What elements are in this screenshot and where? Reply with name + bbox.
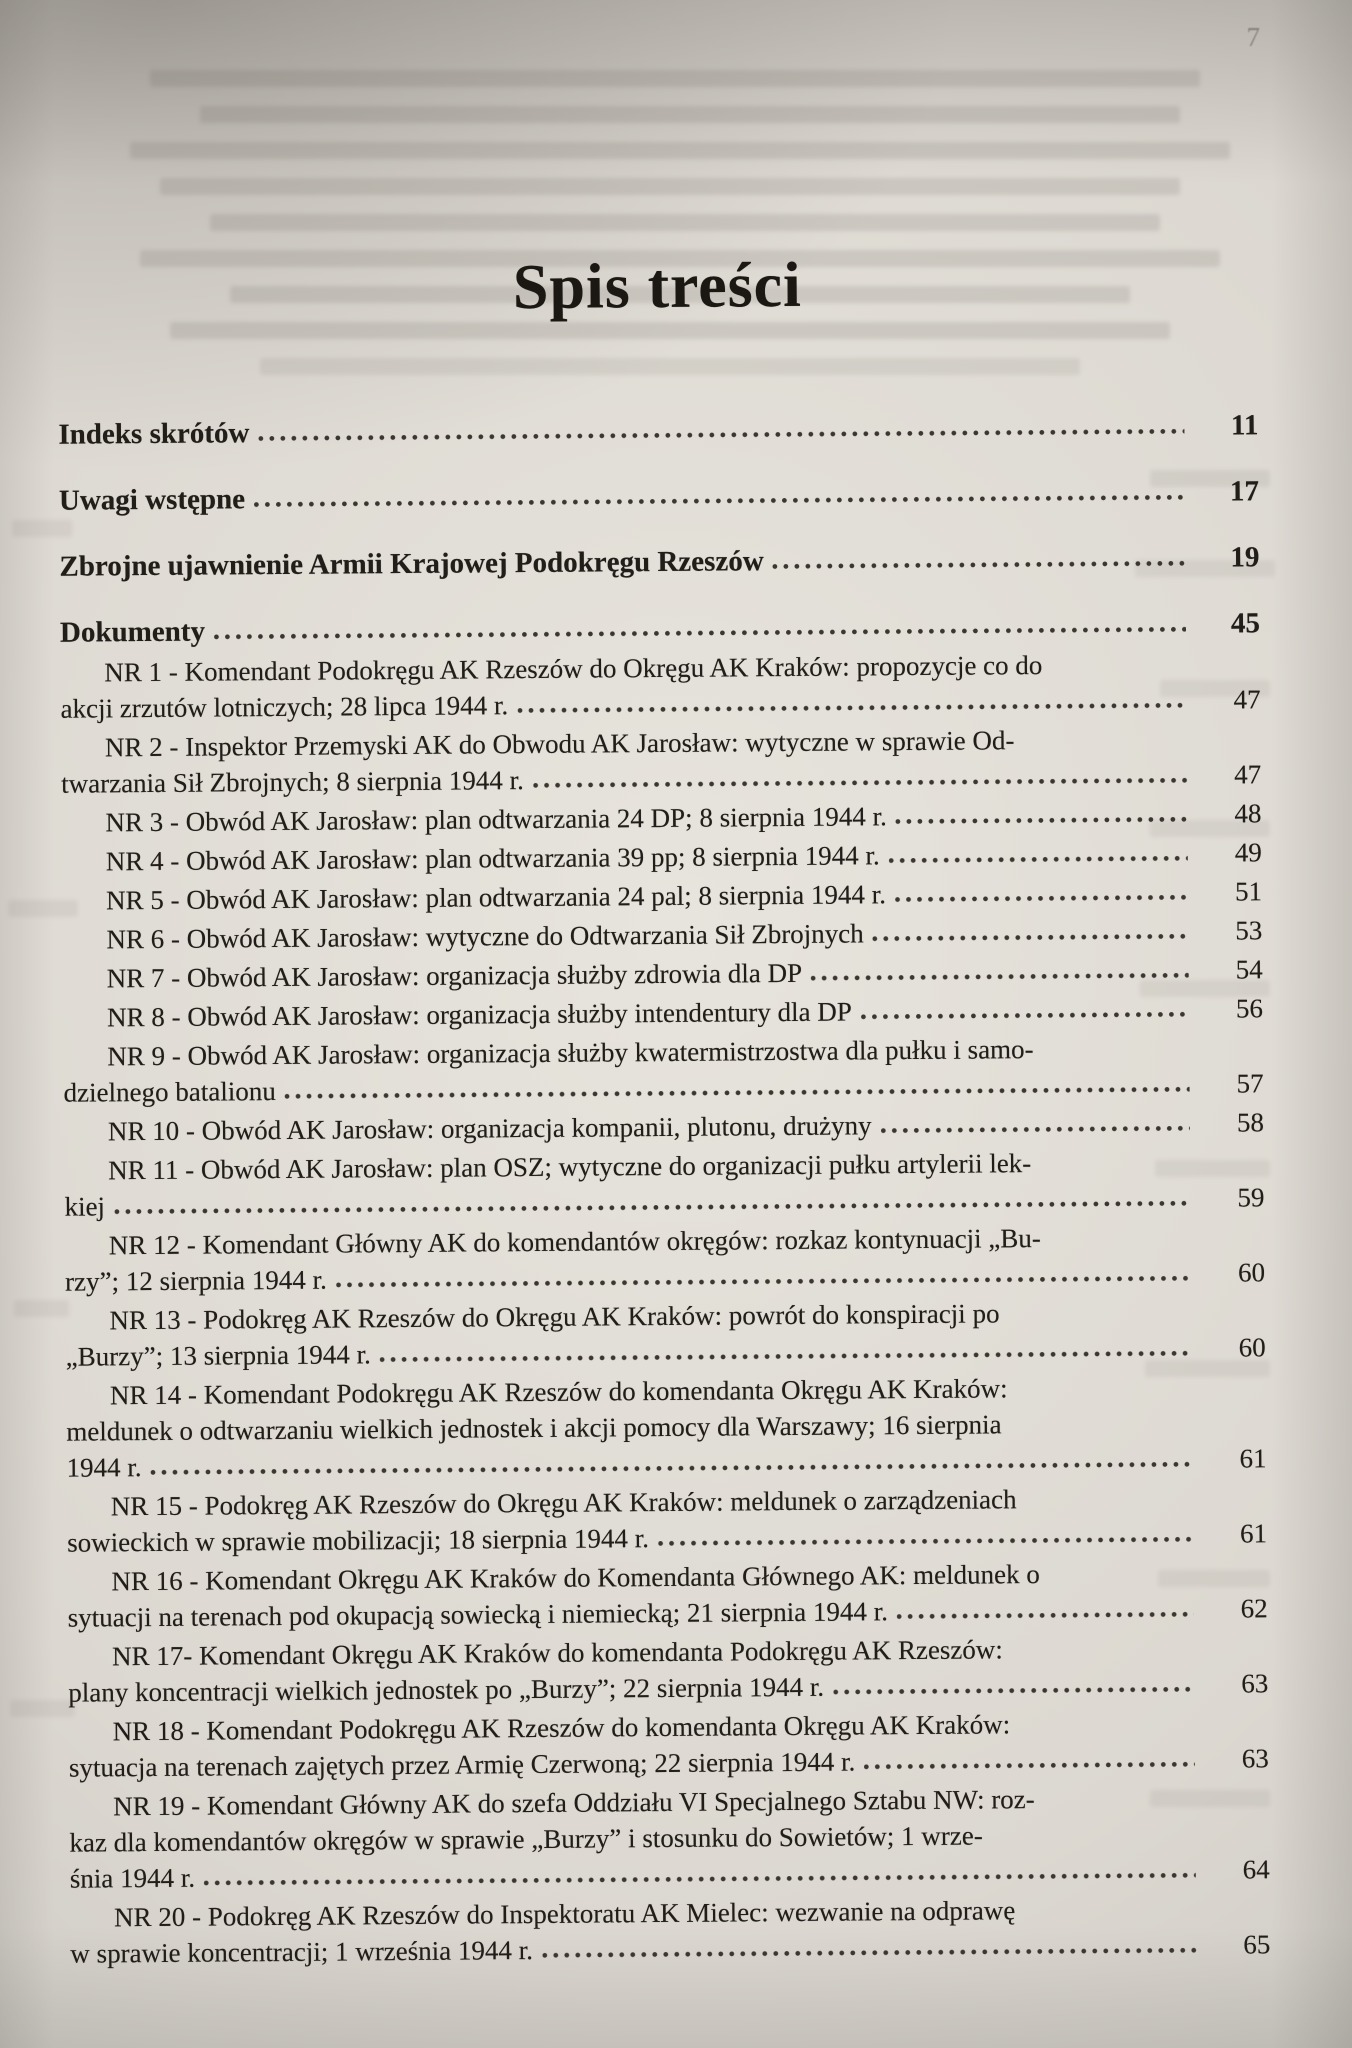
toc-entry-title: „Burzy”; 13 sierpnia 1944 r. <box>65 1339 371 1372</box>
bleed-through-mark <box>150 70 1200 87</box>
dot-leader <box>896 813 1188 825</box>
dot-leader <box>864 1758 1195 1771</box>
dot-leader <box>533 774 1187 789</box>
toc-entry-title: NR 8 - Obwód AK Jarosław: organizacja służby intendentury dla DP <box>106 996 852 1033</box>
toc-entry-title: NR 4 - Obwód AK Jarosław: plan odtwarzania 39 pp; 8 sierpnia 1944 r. <box>105 840 880 877</box>
toc-entry-title: NR 12 - Komendant Główny AK do komendantów okręgów: rozkaz kontynuacji „Bu- <box>108 1223 1041 1261</box>
toc-entry-page-number: 61 <box>1239 1518 1268 1549</box>
bleed-through-mark <box>10 1700 75 1717</box>
toc-entry-page-number: 47 <box>1234 759 1262 790</box>
bleed-through-mark <box>160 178 1180 195</box>
corner-page-number: 7 <box>1246 22 1260 52</box>
toc-entry <box>70 1890 1271 1971</box>
toc-entry-title: dzielnego batalionu <box>63 1076 276 1108</box>
toc-entry <box>67 1479 1268 1560</box>
toc-entry-title: rzy”; 12 sierpnia 1944 r. <box>64 1264 327 1297</box>
dot-leader <box>258 425 1184 442</box>
dot-leader <box>336 1272 1191 1289</box>
toc-entry-title: Dokumenty <box>59 615 206 649</box>
toc-entry-title: Zbrojne ujawnienie Armii Krajowej Podokręgu Rzeszów <box>59 545 764 583</box>
toc-entry <box>67 1554 1268 1635</box>
table-of-contents <box>57 245 1270 1974</box>
toc-entry-page-number: 45 <box>1230 607 1261 640</box>
toc-entry-title: NR 15 - Podokręg AK Rzeszów do Okręgu AK Kraków: meldunek o zarządzeniach <box>110 1484 1017 1522</box>
toc-entry <box>59 537 1259 586</box>
dot-leader <box>897 1608 1194 1620</box>
dot-leader <box>889 852 1188 864</box>
toc-entry-page-number: 49 <box>1234 837 1262 868</box>
toc-entry <box>65 1218 1266 1299</box>
toc-entry <box>63 1029 1264 1110</box>
bleed-through-mark <box>210 214 1160 231</box>
toc-entry-title: kiej <box>64 1191 106 1222</box>
toc-entry-page-number: 58 <box>1236 1107 1264 1138</box>
dot-leader <box>254 491 1185 508</box>
toc-entry-title: 1944 r. <box>66 1452 142 1483</box>
toc-entry-title: NR 10 - Obwód AK Jarosław: organizacja kompanii, plutonu, drużyny <box>107 1110 872 1147</box>
toc-entry-title: akcji zrzutów lotniczych; 28 lipca 1944 r. <box>60 690 509 724</box>
toc-entry-title: NR 17- Komendant Okręgu AK Kraków do komendanta Podokręgu AK Rzeszów: <box>111 1634 1003 1672</box>
toc-entry-page-number: 17 <box>1229 475 1260 508</box>
toc-entry-page-number: 64 <box>1242 1854 1270 1885</box>
dot-leader <box>380 1347 1192 1363</box>
toc-entry <box>62 912 1262 957</box>
toc-entry <box>58 405 1258 454</box>
dot-leader <box>833 1683 1194 1696</box>
dot-leader <box>895 891 1188 903</box>
dot-leader <box>285 1083 1190 1100</box>
toc-entry <box>64 1104 1264 1149</box>
bleed-through-mark <box>200 106 1180 123</box>
toc-entry-title: sytuacji na terenach pod okupacją sowiecką i niemiecką; 21 sierpnia 1944 r. <box>67 1596 889 1633</box>
toc-entry <box>63 951 1263 996</box>
toc-entry <box>64 1143 1265 1224</box>
toc-entry <box>59 471 1259 520</box>
toc-entry-page-number: 53 <box>1235 915 1263 946</box>
toc-entry <box>61 720 1262 801</box>
dot-leader <box>214 623 1186 641</box>
toc-entry-title: sytuacja na terenach zajętych przez Armię Czerwoną; 22 sierpnia 1944 r. <box>68 1746 856 1783</box>
toc-entry-title: NR 1 - Komendant Podokręgu AK Rzeszów do Okręgu AK Kraków: propozycje co do <box>104 649 1043 688</box>
toc-entry-page-number: 54 <box>1235 954 1263 985</box>
toc-entry-title: NR 19 - Komendant Główny AK do szefa Oddziału VI Specjalnego Sztabu NW: roz- <box>113 1784 1035 1822</box>
bleed-through-mark <box>130 142 1230 159</box>
page-title: Spis treści <box>512 248 803 323</box>
toc-entry-title: w sprawie koncentracji; 1 września 1944 r. <box>70 1935 534 1969</box>
toc-entry-page-number: 47 <box>1233 684 1261 715</box>
bleed-through-mark <box>14 1300 69 1317</box>
toc-entry <box>65 1293 1266 1374</box>
toc-entry-page-number: 59 <box>1237 1182 1265 1213</box>
toc-entry <box>62 834 1262 879</box>
toc-entry <box>62 873 1262 918</box>
toc-entry-page-number: 48 <box>1234 798 1262 829</box>
toc-entry-title: NR 3 - Obwód AK Jarosław: plan odtwarzania 24 DP; 8 sierpnia 1944 r. <box>105 801 887 838</box>
toc-entry-page-number: 65 <box>1243 1929 1271 1960</box>
toc-entry-page-number: 60 <box>1238 1332 1266 1363</box>
toc-entry-page-number: 61 <box>1239 1443 1267 1474</box>
toc-entry <box>68 1629 1269 1710</box>
dot-leader <box>114 1197 1191 1215</box>
toc-entry-page-number: 19 <box>1230 541 1260 574</box>
toc-entry-title: NR 20 - Podokręg AK Rzeszów do Inspektoratu AK Mielec: wezwanie na odprawę <box>113 1895 1016 1933</box>
toc-entry-title: plany koncentracji wielkich jednostek po „Burzy”; 22 sierpnia 1944 r. <box>68 1671 825 1708</box>
toc-entry-page-number: 57 <box>1236 1068 1264 1099</box>
toc-entry-title: NR 14 - Komendant Podokręgu AK Rzeszów do komendanta Okręgu AK Kraków: <box>109 1373 1008 1411</box>
toc-entry-page-number: 56 <box>1235 993 1264 1024</box>
toc-entry-title: NR 9 - Obwód AK Jarosław: organizacja służby kwatermistrzostwa dla pułku i samo- <box>107 1034 1034 1072</box>
toc-entry-title: NR 6 - Obwód AK Jarosław: wytyczne do Odtwarzania Sił Zbrojnych <box>106 918 864 955</box>
dot-leader <box>542 1944 1196 1959</box>
toc-entry-title: NR 18 - Komendant Podokręgu AK Rzeszów do komendanta Okręgu AK Kraków: <box>112 1709 1011 1747</box>
toc-entry-page-number: 63 <box>1241 1743 1269 1774</box>
toc-entry <box>60 645 1261 726</box>
toc-entry <box>68 1704 1269 1785</box>
toc-entry <box>66 1368 1267 1485</box>
toc-entry <box>60 603 1260 652</box>
dot-leader <box>151 1458 1193 1476</box>
toc-entry-title: NR 2 - Inspektor Przemyski AK do Obwodu AK Jarosław: wytyczne w sprawie Od- <box>104 725 1015 763</box>
toc-entry-title: meldunek o odtwarzaniu wielkich jednostek i akcji pomocy dla Warszawy; 16 sierpnia <box>66 1409 1002 1447</box>
dot-leader <box>873 930 1189 942</box>
dot-leader <box>517 699 1186 714</box>
dot-leader <box>861 1008 1189 1021</box>
toc-entry-title: NR 7 - Obwód AK Jarosław: organizacja służby zdrowia dla DP <box>106 957 803 994</box>
toc-entry-title: Indeks skrótów <box>58 417 250 451</box>
toc-entry-title: Uwagi wstępne <box>58 483 246 517</box>
toc-entry-title: twarzania Sił Zbrojnych; 8 sierpnia 1944 r. <box>61 765 524 799</box>
toc-entry-page-number: 51 <box>1234 876 1263 907</box>
toc-entry-title: NR 16 - Komendant Okręgu AK Kraków do Komendanta Głównego AK: meldunek o <box>111 1559 1040 1597</box>
dot-leader <box>658 1533 1193 1547</box>
dot-leader <box>773 557 1186 570</box>
dot-leader <box>811 969 1189 982</box>
toc-entry-page-number: 63 <box>1241 1668 1269 1699</box>
toc-entry <box>63 990 1263 1035</box>
dot-leader <box>204 1869 1196 1887</box>
toc-entry-page-number: 60 <box>1237 1257 1266 1288</box>
toc-entry-page-number: 62 <box>1240 1593 1268 1624</box>
dot-leader <box>880 1122 1189 1134</box>
toc-entry-title: sowieckich w sprawie mobilizacji; 18 sierpnia 1944 r. <box>67 1523 650 1558</box>
toc-entry-title: śnia 1944 r. <box>69 1862 196 1894</box>
toc-entry-page-number: 11 <box>1230 409 1259 442</box>
toc-entry <box>61 795 1261 840</box>
toc-entry <box>69 1779 1270 1896</box>
toc-entry-title: NR 5 - Obwód AK Jarosław: plan odtwarzania 24 pal; 8 sierpnia 1944 r. <box>105 879 887 916</box>
toc-entry-title: NR 11 - Obwód AK Jarosław: plan OSZ; wytyczne do organizacji pułku artylerii lek- <box>108 1148 1032 1186</box>
toc-entry-title: NR 13 - Podokręg AK Rzeszów do Okręgu AK Kraków: powrót do konspiracji po <box>109 1298 1000 1336</box>
toc-entry-title: kaz dla komendantów okręgów w sprawie „Burzy” i stosunku do Sowietów; 1 wrze- <box>69 1820 983 1858</box>
